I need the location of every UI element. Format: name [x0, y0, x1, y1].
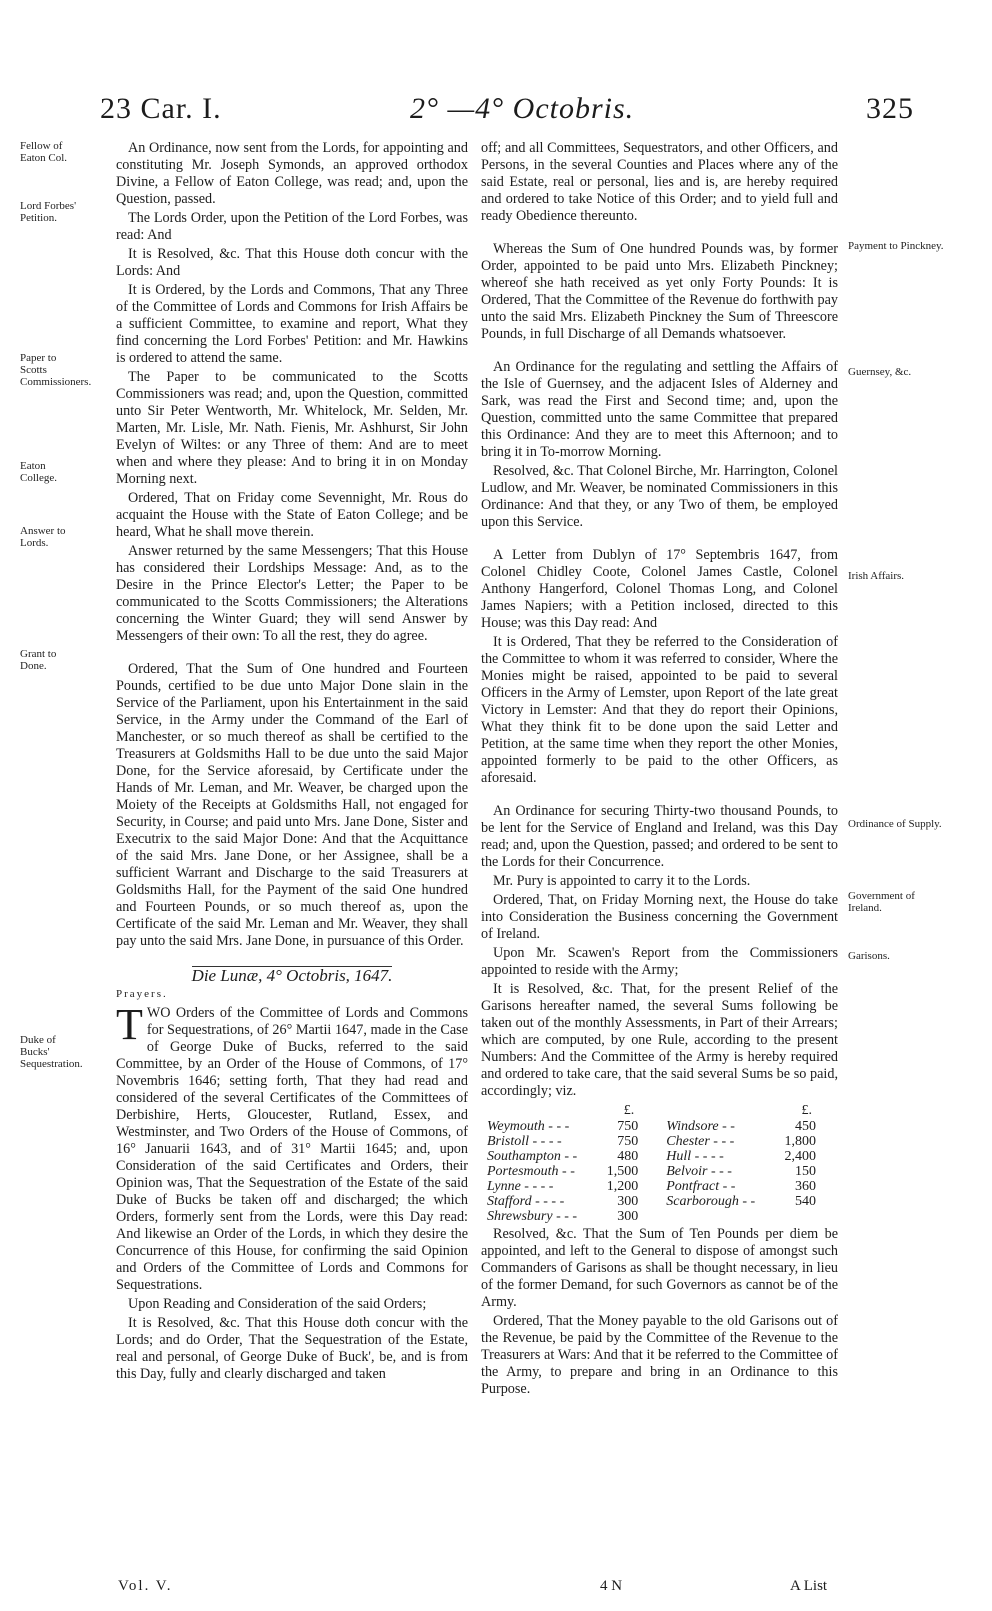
amount: 450 [795, 1119, 816, 1134]
table-row [481, 1209, 838, 1224]
paragraph: An Ordinance, now sent from the Lords, for appointing and constituting Mr. Joseph Symonds, an approved orthodox Divine, a Fellow of Eaton College, was read; and, upon the Question, passed. [116, 140, 468, 207]
page-number: 325 [866, 92, 914, 125]
paragraph: It is Resolved, &c. That, for the present Relief of the Garisons hereafter named, the several Sums following be taken out of the monthly Assessments, in Part of their Arrears; which are computed, by one Rule, according to the present Numbers: And the Committee of the Army is hereby required and ordered to take care, that the said several Sums be so paid, accordingly; viz. [481, 981, 838, 1099]
place-name: Stafford - - - - [487, 1194, 565, 1209]
table-row [481, 1149, 838, 1164]
amount: 1,500 [606, 1164, 639, 1179]
margin-note-garisons: Garisons. [848, 950, 890, 962]
running-head-regnal-year: 23 Car. I. [100, 92, 222, 125]
table-row [481, 1134, 838, 1149]
catchword: A List [790, 1578, 828, 1594]
paragraph: It is Ordered, by the Lords and Commons, That any Three of the Committee of Lords and Commons for Irish Affairs be a sufficient Committee, to examine and report, What they find concerning the Lord Forbes' Petition: and Mr. Hawkins is ordered to attend the same. [116, 282, 468, 366]
paragraph: off; and all Committees, Sequestrators, and other Officers, and Persons, in the several Counties and Places where any of the said Estate, real or personal, lies and is, are hereby required and ordered to take Notice of this Order; and to yield full and ready Obedience thereunto. [481, 140, 838, 224]
margin-note-grant: Grant to Done. [20, 648, 57, 672]
amount: 300 [617, 1209, 639, 1224]
paragraph-text: WO Orders of the Committee of Lords and Commons for Sequestrations, of 26° Martii 1647, made in the Case of George Duke of Bucks, referred to the said Committee, by an Order of the House of Commons, of 17° Novembris 1646; setting forth, That they had read and considered of the several Certificates of the Committees of Derbishire, Herts, Gloucester, Rutland, Essex, and Westminster, and Two Orders of the House of Commons, of 16° Januarii 1643, and of 31° Martii 1645; and, upon Consideration of the said Certificates and Orders, their Opinion was, That the Sequestration of the Estate of the said Duke of Bucks be taken off and discharged; the which Orders, formerly sent from the Lords, were this Day read: And likewise an Order of the Lords, in which they desire the Concurrence of this House, for confirming the said Opinion and Orders of the Committee of Lords and Commons for Sequestrations. [116, 1005, 468, 1293]
margin-note-payment: Payment to Pinckney. [848, 240, 944, 252]
place-name: Scarborough - - [666, 1194, 756, 1209]
paragraph: Whereas the Sum of One hundred Pounds was, by former Order, appointed to be paid unto Mrs. Elizabeth Pinckney; whereof she hath received as yet only Forty Pounds: It is Ordered, That the Committee of the Revenue do forthwith pay unto the said Mrs. Elizabeth Pinckney the Sum of Threescore Pounds, in full Discharge of all Demands whatsoever. [481, 241, 838, 342]
place-name: Southampton - - [487, 1149, 578, 1164]
currency-header: £. [623, 1103, 635, 1118]
paragraph: Ordered, That the Money payable to the old Garisons out of the Revenue, be paid by the Committee of the Revenue to the Treasurers at Wars: And that it be referred to the Committee of the Army, to prepare and bring in an Ordinance to this Purpose. [481, 1313, 838, 1397]
paragraph: Mr. Pury is appointed to carry it to the Lords. [493, 873, 751, 889]
signature-mark: 4 N [600, 1578, 623, 1594]
margin-note-irish: Irish Affairs. [848, 570, 905, 582]
margin-note-answer: Answer to Lords. [20, 525, 66, 549]
place-name: Hull - - - - [666, 1149, 724, 1164]
place-name: Lynne - - - - [487, 1179, 554, 1194]
table-row [481, 1164, 838, 1179]
place-name: Bristoll - - - - [487, 1134, 562, 1149]
paragraph: The Paper to be communicated to the Scotts Commissioners was read; and, upon the Question, committed unto Sir Peter Wentworth, Mr. Whitelock, Mr. Selden, Mr. Marten, Mr. Lisle, Mr. Nath. Fienis, Mr. Ashhurst, Sir John Evelyn of Wiltes: or any Three of them: And are to meet when and where they please: And to bring it in on Monday Morning next. [116, 369, 468, 487]
paragraph: Ordered, That on Friday come Sevennight, Mr. Rous do acquaint the House with the State of Eaton College; and be heard, What he shall move therein. [116, 490, 468, 540]
place-name: Windsore - - [666, 1119, 735, 1134]
margin-note-forbes: Lord Forbes' Petition. [20, 200, 77, 224]
running-head-dates: 2° —4° Octobris. [410, 92, 635, 125]
paragraph [116, 1000, 468, 1294]
amount: 1,200 [606, 1179, 639, 1194]
amount [773, 1209, 838, 1224]
paragraph: An Ordinance for the regulating and settling the Affairs of the Isle of Guernsey, and the adjacent Isles of Alderney and Sark, was read the First and Second time; and, upon the Question, committed unto the same Committee that prepared this Ordinance: And they are to meet this Afternoon; and to bring it in To-morrow Morning. [481, 359, 838, 460]
amount: 480 [617, 1149, 639, 1164]
amount: 1,800 [784, 1134, 816, 1149]
margin-note-duke: Duke of Bucks' Sequestration. [20, 1034, 83, 1070]
garison-sums-table [481, 1102, 838, 1224]
paragraph: It is Resolved, &c. That this House doth concur with the Lords; and do Order, That the Sequestration of the Estate, real and personal, of George Duke of Buck', be, and is from this Day, fully and clearly discharged and taken [116, 1315, 468, 1382]
paragraph: Resolved, &c. That Colonel Birche, Mr. Harrington, Colonel Ludlow, and Mr. Weaver, be nominated Commissioners in this Ordinance: And that they, or any Two of them, be employed upon this Service. [481, 463, 838, 530]
amount: 360 [795, 1179, 816, 1194]
volume-label: Vol. V. [118, 1578, 173, 1594]
place-name: Shrewsbury - - - [487, 1209, 578, 1224]
amount: 2,400 [784, 1149, 816, 1164]
place-name: Chester - - - [666, 1134, 735, 1149]
place-name: Weymouth - - - [487, 1119, 570, 1134]
place-name [660, 1209, 773, 1224]
right-column [481, 140, 838, 1400]
table-row [481, 1119, 838, 1134]
amount: 540 [795, 1194, 816, 1209]
amount: 750 [617, 1134, 639, 1149]
paragraph: It is Resolved, &c. That this House doth concur with the Lords: And [116, 246, 468, 279]
margin-note-government: Government of Ireland. [848, 890, 915, 914]
margin-note-guernsey: Guernsey, &c. [848, 366, 912, 378]
prayers-heading: Prayers. [116, 988, 168, 1000]
paragraph: Resolved, &c. That the Sum of Ten Pounds per diem be appointed, and left to the General to dispose of amongst such Commanders of Garisons as shall be thought necessary, in lieu of the former Demand, for such Governors as cannot be of the Army. [481, 1226, 838, 1310]
amount: 750 [617, 1119, 639, 1134]
margin-note-eaton: Eaton College. [20, 460, 57, 484]
paragraph: Upon Mr. Scawen's Report from the Commissioners appointed to reside with the Army; [481, 945, 838, 978]
paragraph: It is Ordered, That they be referred to the Consideration of the Committee to whom it was referred to consider, Where the Monies might be raised, appointed to be paid to several Officers in the Army of Lemster, upon Report of the late great Victory in Lemster: And that they do report their Opinions, What they think fit to be done upon the said Letter and Petition, at the same time when they report the other Monies, appointed formerly to be paid to the other Officers, as aforesaid. [481, 634, 838, 786]
paragraph: An Ordinance for securing Thirty-two thousand Pounds, to be lent for the Service of England and Ireland, was this Day read; and, upon the Question, passed; and ordered to be sent to the Lords for their Concurrence. [481, 803, 838, 870]
place-name: Pontfract - - [666, 1179, 736, 1194]
place-name: Portesmouth - - [487, 1164, 575, 1179]
table-row [481, 1194, 838, 1209]
paragraph: Ordered, That the Sum of One hundred and Fourteen Pounds, certified to be due unto Major Done slain in the Service of the Parliament, upon his Entertainment in the said Service, in the Army under the Command of the Earl of Manchester, or so much thereof as shall be certified to the Treasurers at Goldsmiths Hall to be due unto the said Major Done, for the Service aforesaid, by Certificate under the Hands of Mr. Leman, and Mr. Weaver, be charged upon the Moiety of the Receipts at Goldsmiths Hall, not engaged for Security, in Course; and paid unto Mrs. Jane Done, Sister and Executrix to the said Major Done: And that the Acquittance of the said Mrs. Jane Done, or her Assignee, shall be a sufficient Warrant and Discharge to the said Treasurers at Goldsmiths Hall, for the Payment of the said One hundred and Fourteen Pounds, or so much thereof as, upon the Certificate of the said Mr. Leman and Mr. Weaver, they shall pay unto the said Mrs. Jane Done, in pursuance of this Order. [116, 661, 468, 949]
amount: 150 [795, 1164, 816, 1179]
paragraph: A Letter from Dublyn of 17° Septembris 1647, from Colonel Chidley Coote, Colonel James Castle, Colonel Anthony Hangerford, Colonel Thomas Long, and Colonel James Napiers; with a Petition inclosed, directed to this House; was this Day read: And [481, 547, 838, 631]
amount: 300 [617, 1194, 639, 1209]
paragraph: The Lords Order, upon the Petition of the Lord Forbes, was read: And [116, 210, 468, 243]
currency-header: £. [801, 1103, 812, 1118]
margin-note-supply: Ordinance of Supply. [848, 818, 942, 830]
left-column [116, 140, 468, 1385]
margin-note-fellow: Fellow of Eaton Col. [20, 140, 68, 164]
paragraph: Upon Reading and Consideration of the said Orders; [128, 1296, 427, 1312]
margin-note-paper: Paper to Scotts Commissioners. [20, 352, 92, 388]
place-name: Belvoir - - - [666, 1164, 732, 1179]
paragraph: Answer returned by the same Messengers; That this House has considered their Lordships Message: And, as to the Desire in the Prince Elector's Letter; the Paper to be communicated to the Scotts Commissioners; the Alterations concerning the Winter Guard; they will send Answer by Messengers of their own: To all the rest, they do agree. [116, 543, 468, 644]
drop-cap: T [116, 1000, 143, 1049]
paragraph: Ordered, That, on Friday Morning next, the House do take into Consideration the Business concerning the Government of Ireland. [481, 892, 838, 942]
section-title: Die Lunæ, 4° Octobris, 1647. [191, 966, 393, 985]
table-row [481, 1179, 838, 1194]
